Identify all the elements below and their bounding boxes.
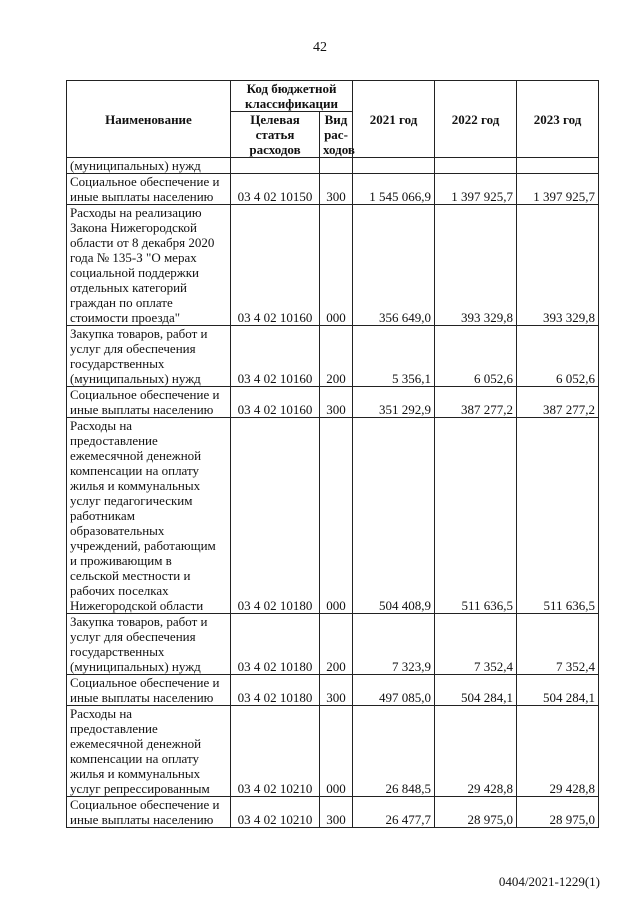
budget-table: [66, 80, 599, 828]
row-2022-cell: 7 352,4: [435, 614, 517, 675]
row-target-article-cell: 03 4 02 10180: [231, 614, 320, 675]
header-year-2022: 2022 год: [435, 81, 517, 158]
row-name-cell: Закупка товаров, работ и услуг для обеспечения государственных (муниципальных) нужд: [67, 614, 231, 675]
row-2023-cell: 387 277,2: [517, 387, 599, 418]
row-expense-type-cell: 000: [320, 706, 353, 797]
row-name-cell: Социальное обеспечение и иные выплаты населению: [67, 174, 231, 205]
row-2022-cell: 504 284,1: [435, 675, 517, 706]
row-2023-cell: 511 636,5: [517, 418, 599, 614]
row-target-article-cell: 03 4 02 10160: [231, 326, 320, 387]
row-2021-cell: 1 545 066,9: [353, 174, 435, 205]
row-name-cell: Закупка товаров, работ и услуг для обеспечения государственных (муниципальных) нужд: [67, 326, 231, 387]
row-expense-type-cell: 300: [320, 797, 353, 828]
row-name-cell: Расходы на реализацию Закона Нижегородской области от 8 декабря 2020 года № 135-З "О мерах социальной поддержки отдельных категорий граждан по оплате стоимости проезда": [67, 205, 231, 326]
row-2023-cell: 504 284,1: [517, 675, 599, 706]
row-target-article-cell: 03 4 02 10160: [231, 205, 320, 326]
row-expense-type-cell: 000: [320, 418, 353, 614]
row-target-article-cell: 03 4 02 10160: [231, 387, 320, 418]
table-row: [67, 797, 599, 828]
row-name-cell: (муниципальных) нужд: [67, 158, 231, 174]
row-expense-type-cell: 000: [320, 205, 353, 326]
table-row: [67, 326, 599, 387]
row-2021-cell: [353, 158, 435, 174]
row-2022-cell: [435, 158, 517, 174]
row-target-article-cell: 03 4 02 10180: [231, 675, 320, 706]
table-body: [67, 158, 599, 828]
table-row: [67, 675, 599, 706]
row-expense-type-cell: 200: [320, 326, 353, 387]
table-row: [67, 158, 599, 174]
row-2023-cell: 7 352,4: [517, 614, 599, 675]
row-2022-cell: 28 975,0: [435, 797, 517, 828]
page-number: 42: [313, 40, 327, 55]
row-2021-cell: 504 408,9: [353, 418, 435, 614]
row-2022-cell: 29 428,8: [435, 706, 517, 797]
table-row: [67, 706, 599, 797]
row-2022-cell: 393 329,8: [435, 205, 517, 326]
row-target-article-cell: 03 4 02 10210: [231, 706, 320, 797]
row-2021-cell: 356 649,0: [353, 205, 435, 326]
row-name-cell: Социальное обеспечение и иные выплаты населению: [67, 387, 231, 418]
row-2023-cell: 1 397 925,7: [517, 174, 599, 205]
row-name-cell: Расходы на предоставление ежемесячной денежной компенсации на оплату жилья и коммунальных услуг репрессированным: [67, 706, 231, 797]
header-year-2021: 2021 год: [353, 81, 435, 158]
row-expense-type-cell: 300: [320, 387, 353, 418]
row-2023-cell: 393 329,8: [517, 205, 599, 326]
row-target-article-cell: 03 4 02 10210: [231, 797, 320, 828]
table-row: [67, 614, 599, 675]
table-row: [67, 418, 599, 614]
row-name-cell: Социальное обеспечение и иные выплаты населению: [67, 675, 231, 706]
row-2021-cell: 497 085,0: [353, 675, 435, 706]
table-row: [67, 205, 599, 326]
row-expense-type-cell: 300: [320, 174, 353, 205]
row-expense-type-cell: 200: [320, 614, 353, 675]
row-2022-cell: 387 277,2: [435, 387, 517, 418]
header-code-group: Код бюджетной классификации: [231, 81, 353, 112]
row-target-article-cell: 03 4 02 10180: [231, 418, 320, 614]
row-2021-cell: 5 356,1: [353, 326, 435, 387]
row-expense-type-cell: [320, 158, 353, 174]
table-row: [67, 387, 599, 418]
row-2021-cell: 26 848,5: [353, 706, 435, 797]
table-row: [67, 174, 599, 205]
row-2021-cell: 26 477,7: [353, 797, 435, 828]
row-2022-cell: 511 636,5: [435, 418, 517, 614]
header-year-2023: 2023 год: [517, 81, 599, 158]
row-2021-cell: 351 292,9: [353, 387, 435, 418]
row-2021-cell: 7 323,9: [353, 614, 435, 675]
row-2023-cell: 28 975,0: [517, 797, 599, 828]
header-target-article: Целевая статья расходов: [231, 112, 320, 158]
row-2022-cell: 6 052,6: [435, 326, 517, 387]
document-id: 0404/2021-1229(1): [498, 874, 600, 889]
row-target-article-cell: [231, 158, 320, 174]
row-2023-cell: 6 052,6: [517, 326, 599, 387]
row-2023-cell: 29 428,8: [517, 706, 599, 797]
row-target-article-cell: 03 4 02 10150: [231, 174, 320, 205]
row-name-cell: Расходы на предоставление ежемесячной денежной компенсации на оплату жилья и коммунальных услуг педагогическим работникам образовательных учреждений, работающим и проживающим в сельской местности и рабочих поселках Нижегородской области: [67, 418, 231, 614]
row-2022-cell: 1 397 925,7: [435, 174, 517, 205]
row-expense-type-cell: 300: [320, 675, 353, 706]
header-expense-type: Вид рас- ходов: [320, 112, 353, 158]
header-name: Наименование: [67, 81, 231, 158]
row-name-cell: Социальное обеспечение и иные выплаты населению: [67, 797, 231, 828]
row-2023-cell: [517, 158, 599, 174]
